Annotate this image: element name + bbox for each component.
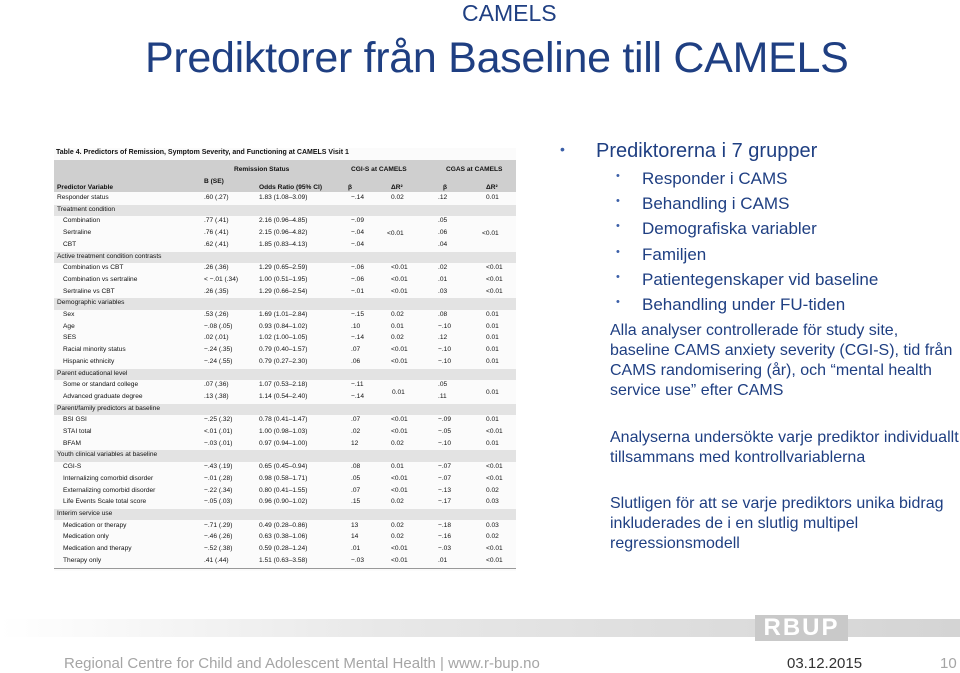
table-row bbox=[54, 345, 516, 357]
table-cell: −.09 bbox=[351, 217, 365, 225]
paragraph-controls: Alla analyser controllerade för study site, baseline CAMS anxiety severity (CGI-S), tid från CAMS randomisering (år), och “mental health service use” efter CAMS bbox=[610, 322, 953, 399]
table-cell: .13 (.38) bbox=[204, 392, 229, 400]
table-cell: −.25 (.32) bbox=[204, 416, 233, 424]
table-cell: −.06 bbox=[351, 275, 365, 283]
col-header-b-se: B (SE) bbox=[204, 178, 224, 185]
table-cell: 0.79 (0.27–2.30) bbox=[259, 357, 308, 365]
bullet-icon: • bbox=[616, 170, 620, 182]
table-cell: Age bbox=[63, 322, 75, 330]
table-cell: 0.02 bbox=[391, 334, 404, 342]
table-cell: .11 bbox=[438, 392, 447, 400]
table-cell: −.52 (.38) bbox=[204, 545, 233, 552]
table-cell: 0.78 (0.41–1.47) bbox=[259, 416, 308, 424]
table-cell: −.15 bbox=[351, 311, 365, 318]
table-cell: Advanced graduate degree bbox=[63, 392, 143, 400]
table-cell: 0.03 bbox=[486, 498, 499, 506]
table-cell: CBT bbox=[63, 240, 77, 248]
table-cell: Medication or therapy bbox=[63, 521, 127, 529]
table-cell: 0.01 bbox=[486, 334, 499, 342]
table-cell: 0.02 bbox=[391, 533, 404, 541]
table-cell: .06 bbox=[438, 229, 448, 237]
group-header-cgis: CGI-S at CAMELS bbox=[351, 166, 407, 173]
table-cell: .26 (.36) bbox=[204, 264, 229, 272]
table-cell: .02 bbox=[438, 264, 448, 272]
table-cell: 1.83 (1.08–3.09) bbox=[259, 194, 308, 201]
table-cell: Combination bbox=[63, 217, 101, 225]
table-cell: .62 (.41) bbox=[204, 240, 229, 248]
table-row bbox=[54, 357, 516, 369]
table-cell: 1.02 (1.00–1.05) bbox=[259, 334, 308, 342]
merged-cell-parent-ed-cgas: 0.01 bbox=[486, 389, 499, 396]
merged-cell-parent-ed-cgis: 0.01 bbox=[392, 389, 405, 396]
table-cell: 0.02 bbox=[391, 439, 404, 447]
table-cell: <0.01 bbox=[486, 264, 503, 272]
paragraph-analysis: Analyserna undersökte varje prediktor individuallt tillsammans med kontrollvariablerna bbox=[610, 429, 959, 466]
table-cell: 1.29 (0.66–2.54) bbox=[259, 287, 308, 295]
col-header-beta-cgis: β bbox=[348, 184, 353, 191]
table-cell: Parent educational level bbox=[57, 369, 128, 377]
table-cell: Demographic variables bbox=[57, 299, 125, 307]
table-cell: <0.01 bbox=[486, 463, 503, 471]
table-cell: −.10 bbox=[438, 357, 452, 365]
table-cell: 0.79 (0.40–1.57) bbox=[259, 346, 308, 354]
table-cell: 0.01 bbox=[486, 357, 499, 365]
table-row bbox=[54, 216, 516, 228]
table-cell: Youth clinical variables at baseline bbox=[57, 451, 158, 459]
slide-kicker: CAMELS bbox=[462, 0, 557, 26]
table-cell: <0.01 bbox=[391, 428, 408, 435]
merged-cell-treatment-cgis: <0.01 bbox=[387, 230, 404, 237]
table-cell: −.17 bbox=[438, 498, 452, 506]
table-cell: Racial minority status bbox=[63, 346, 126, 354]
table-cell: Active treatment condition contrasts bbox=[57, 252, 162, 260]
table-cell: .07 bbox=[351, 346, 361, 354]
sub-bullet-text: Behandling under FU-tiden bbox=[642, 295, 846, 314]
table-cell: Life Events Scale total score bbox=[63, 498, 147, 506]
table-section-row bbox=[54, 404, 516, 416]
bullet-icon: • bbox=[616, 296, 620, 308]
table-cell: .01 bbox=[351, 545, 361, 552]
bullet-icon: • bbox=[616, 246, 620, 258]
table-cell: .08 bbox=[351, 463, 361, 471]
table-row bbox=[54, 556, 516, 568]
table-cell: .06 bbox=[351, 357, 361, 365]
table-cell: <0.01 bbox=[486, 556, 503, 564]
table-cell: −.04 bbox=[351, 229, 365, 237]
table-header bbox=[54, 160, 516, 192]
table-cell: 0.01 bbox=[486, 346, 499, 354]
table-cell: −.06 bbox=[351, 264, 365, 272]
table-cell: 0.02 bbox=[391, 521, 404, 529]
table-cell: 0.01 bbox=[486, 194, 499, 201]
table-cell: <0.01 bbox=[391, 275, 408, 283]
table-cell: −.14 bbox=[351, 392, 365, 400]
table-cell: −.10 bbox=[438, 322, 452, 330]
table-cell: <0.01 bbox=[486, 287, 503, 295]
table-section-row bbox=[54, 450, 516, 462]
table-cell: 1.07 (0.53–2.18) bbox=[259, 381, 308, 389]
table-row bbox=[54, 486, 516, 498]
table-section-row bbox=[54, 369, 516, 381]
table-cell: Combination vs CBT bbox=[63, 264, 124, 272]
table-cell: BSI GSI bbox=[63, 416, 87, 424]
footer-organization: Regional Centre for Child and Adolescent Mental Health | www.r-bup.no bbox=[64, 655, 540, 672]
bullet-icon: • bbox=[560, 141, 565, 157]
col-header-predictor: Predictor Variable bbox=[57, 184, 114, 191]
table-cell: .02 (.01) bbox=[204, 334, 229, 342]
table-cell: 0.59 (0.28–1.24) bbox=[259, 545, 308, 552]
table-cell: 1.14 (0.54–2.40) bbox=[259, 392, 308, 400]
table-cell: −.11 bbox=[351, 381, 364, 389]
table-cell: 2.15 (0.96–4.82) bbox=[259, 229, 308, 237]
table-cell: Externalizing comorbid disorder bbox=[63, 486, 156, 494]
table-cell: −.14 bbox=[351, 334, 365, 342]
sub-bullet-text: Responder i CAMS bbox=[642, 169, 788, 188]
table-cell: <0.01 bbox=[391, 416, 408, 424]
group-header-remission: Remission Status bbox=[234, 166, 290, 173]
table-cell: Medication only bbox=[63, 533, 109, 541]
table-cell: −.03 bbox=[438, 545, 452, 552]
table-bottom-rule bbox=[54, 568, 516, 569]
table-cell: Some or standard college bbox=[63, 381, 139, 389]
table-row bbox=[54, 392, 516, 404]
table-row bbox=[54, 439, 516, 451]
bullet-icon: • bbox=[616, 220, 620, 232]
table-row bbox=[54, 240, 516, 252]
table-cell: <0.01 bbox=[391, 486, 408, 494]
col-header-r2-cgas: ΔR² bbox=[486, 184, 498, 191]
col-header-odds-ratio: Odds Ratio (95% CI) bbox=[259, 184, 323, 191]
table-cell: 0.01 bbox=[486, 322, 499, 330]
table-cell: Sertraline vs CBT bbox=[63, 287, 115, 295]
table-cell: .77 (.41) bbox=[204, 217, 229, 225]
table-cell: .41 (.44) bbox=[204, 556, 229, 564]
table-cell: .08 bbox=[438, 311, 448, 318]
table-cell: −.24 (.55) bbox=[204, 357, 233, 365]
table-cell: 0.02 bbox=[486, 486, 499, 494]
table-cell: 1.00 (0.98–1.03) bbox=[259, 428, 308, 435]
table-cell: Parent/family predictors at baseline bbox=[57, 404, 160, 412]
merged-cell-treatment-cgas: <0.01 bbox=[482, 230, 499, 237]
table-row bbox=[54, 263, 516, 275]
table-cell: .07 bbox=[351, 486, 361, 494]
page-number: 10 bbox=[940, 655, 957, 672]
table-cell: .05 bbox=[438, 381, 448, 389]
table-cell: 0.96 (0.90–1.02) bbox=[259, 498, 308, 506]
table-row bbox=[54, 532, 516, 544]
group-header-cgas: CGAS at CAMELS bbox=[446, 166, 503, 173]
table-row bbox=[54, 380, 516, 392]
table-cell: 2.16 (0.96–4.85) bbox=[259, 217, 308, 225]
footer-date: 03.12.2015 bbox=[787, 655, 863, 672]
slide-title: Prediktorer från Baseline till CAMELS bbox=[145, 34, 849, 82]
table-cell: −.71 (.29) bbox=[204, 521, 233, 529]
table-cell: Therapy only bbox=[63, 556, 102, 564]
table-cell: .07 bbox=[351, 416, 361, 424]
table-cell: 1.51 (0.63–3.58) bbox=[259, 556, 308, 564]
table-cell: −.22 (.34) bbox=[204, 486, 233, 494]
table-cell: 0.01 bbox=[486, 416, 499, 424]
table-cell: 0.01 bbox=[391, 463, 404, 471]
table-row bbox=[54, 333, 516, 345]
sub-bullet-text: Patientegenskaper vid baseline bbox=[642, 270, 879, 289]
table-cell: −.13 bbox=[438, 486, 452, 494]
table-cell: Sex bbox=[63, 311, 75, 318]
table-row bbox=[54, 193, 516, 205]
table-row bbox=[54, 228, 516, 240]
table-cell: .01 bbox=[438, 275, 448, 283]
table-cell: −.18 bbox=[438, 521, 452, 529]
table-cell: −.07 bbox=[438, 474, 452, 482]
table-cell: .02 bbox=[351, 428, 361, 435]
table-cell: −.46 (.26) bbox=[204, 533, 233, 541]
table-row bbox=[54, 322, 516, 334]
table-cell: <0.01 bbox=[486, 428, 503, 435]
table-cell: .05 bbox=[438, 217, 448, 225]
table-cell: .60 (.27) bbox=[204, 194, 229, 201]
table-row bbox=[54, 462, 516, 474]
table-cell: −.10 bbox=[438, 346, 452, 354]
table-cell: .15 bbox=[351, 498, 361, 506]
table-cell: .03 bbox=[438, 287, 448, 295]
predictor-table bbox=[54, 148, 516, 571]
table-cell: −.03 bbox=[351, 556, 365, 564]
col-header-r2-cgis: ΔR² bbox=[391, 184, 403, 191]
table-cell: −.03 (.01) bbox=[204, 439, 233, 447]
table-cell: 1.00 (0.51–1.95) bbox=[259, 275, 308, 283]
table-cell: −.43 (.19) bbox=[204, 463, 233, 471]
table-section-row bbox=[54, 252, 516, 264]
table-cell: 1.69 (1.01–2.84) bbox=[259, 311, 308, 318]
table-cell: Treatment condition bbox=[57, 205, 116, 213]
table-row bbox=[54, 497, 516, 509]
table-cell: 0.63 (0.38–1.06) bbox=[259, 533, 308, 541]
table-cell: Combination vs sertraline bbox=[63, 275, 138, 283]
table-cell: 13 bbox=[351, 521, 359, 529]
table-cell: −.09 bbox=[438, 416, 452, 424]
table-cell: −.08 (.05) bbox=[204, 322, 233, 330]
sub-bullet-text: Demografiska variabler bbox=[642, 219, 817, 238]
col-header-beta-cgas: β bbox=[443, 184, 448, 191]
table-cell: <0.01 bbox=[391, 346, 408, 354]
main-bullet-text: Prediktorerna i 7 grupper bbox=[596, 140, 818, 162]
table-cell: 0.97 (0.94–1.00) bbox=[259, 439, 308, 447]
table-cell: .04 bbox=[438, 240, 448, 248]
table-row bbox=[54, 521, 516, 533]
table-cell: Medication and therapy bbox=[63, 545, 132, 552]
table-cell: 0.03 bbox=[486, 521, 499, 529]
table-cell: 0.02 bbox=[391, 498, 404, 506]
bullet-icon: • bbox=[616, 195, 620, 207]
table-cell: 0.65 (0.45–0.94) bbox=[259, 463, 308, 471]
table-section-row bbox=[54, 509, 516, 521]
table-cell: −.05 bbox=[438, 428, 452, 435]
table-row bbox=[54, 287, 516, 299]
table-row bbox=[54, 427, 516, 439]
table-cell: 0.98 (0.58–1.71) bbox=[259, 474, 308, 482]
table-cell: 1.29 (0.65–2.59) bbox=[259, 264, 308, 272]
table-cell: −.01 (.28) bbox=[204, 474, 233, 482]
table-cell: 12 bbox=[351, 439, 359, 447]
table-row bbox=[54, 310, 516, 322]
table-cell: −.04 bbox=[351, 240, 365, 248]
table-row bbox=[54, 275, 516, 287]
table-cell: .05 bbox=[351, 474, 361, 482]
table-cell: 0.02 bbox=[486, 533, 499, 541]
bullet-icon: • bbox=[616, 271, 620, 283]
table-cell: CGI-S bbox=[63, 463, 82, 471]
table-cell: <0.01 bbox=[391, 264, 408, 272]
table-cell: 1.85 (0.83–4.13) bbox=[259, 240, 308, 248]
table-cell: Internalizing comorbid disorder bbox=[63, 474, 154, 482]
table-cell: Interim service use bbox=[57, 509, 113, 517]
table-cell: .12 bbox=[438, 334, 448, 342]
table-cell: 0.01 bbox=[486, 311, 499, 318]
table-cell: BFAM bbox=[63, 439, 81, 447]
table-cell: .01 bbox=[438, 556, 448, 564]
table-cell: −.05 (.03) bbox=[204, 498, 233, 506]
table-cell: −.01 bbox=[351, 287, 365, 295]
paragraph-final-model: Slutligen för att se varje prediktors unika bidrag inkluderades de i en slutlig multipel regressionsmodell bbox=[610, 495, 944, 552]
table-cell: <0.01 bbox=[391, 474, 408, 482]
table-row bbox=[54, 415, 516, 427]
table-cell: .76 (.41) bbox=[204, 229, 229, 237]
table-cell: <0.01 bbox=[486, 545, 503, 552]
table-cell: 0.93 (0.84–1.02) bbox=[259, 322, 308, 330]
table-caption: Table 4. Predictors of Remission, Symptom Severity, and Functioning at CAMELS Visit 1 bbox=[56, 149, 349, 156]
table-cell: <0.01 bbox=[391, 287, 408, 295]
table-cell: <0.01 bbox=[391, 357, 408, 365]
table-cell: Responder status bbox=[57, 194, 109, 201]
table-cell: SES bbox=[63, 334, 77, 342]
table-cell: <0.01 bbox=[391, 545, 408, 552]
table-cell: .12 bbox=[438, 194, 448, 201]
sub-bullet-text: Familjen bbox=[642, 245, 707, 264]
table-cell: 0.01 bbox=[486, 439, 499, 447]
table-cell: −.14 bbox=[351, 194, 365, 201]
table-cell: 0.80 (0.41–1.55) bbox=[259, 486, 308, 494]
table-cell: .26 (.35) bbox=[204, 287, 229, 295]
table-row bbox=[54, 474, 516, 486]
table-cell: STAI total bbox=[63, 428, 92, 435]
table-cell: −.07 bbox=[438, 463, 452, 471]
table-section-row bbox=[54, 298, 516, 310]
table-cell: −.10 bbox=[438, 439, 452, 447]
table-cell: .53 (.26) bbox=[204, 311, 229, 318]
table-cell: < −.01 (.34) bbox=[204, 275, 239, 283]
table-cell: <0.01 bbox=[391, 556, 408, 564]
rbup-logo: RBUP bbox=[755, 615, 848, 641]
table-cell: <.01 (.01) bbox=[204, 428, 233, 435]
table-row bbox=[54, 544, 516, 556]
table-cell: <0.01 bbox=[486, 275, 503, 283]
table-cell: 0.02 bbox=[391, 311, 404, 318]
table-cell: 14 bbox=[351, 533, 359, 541]
table-cell: .10 bbox=[351, 322, 361, 330]
table-cell: 0.01 bbox=[391, 322, 404, 330]
table-cell: 0.02 bbox=[391, 194, 404, 201]
table-cell: −.24 (.35) bbox=[204, 346, 233, 354]
sub-bullet-text: Behandling i CAMS bbox=[642, 194, 790, 213]
table-section-row bbox=[54, 205, 516, 217]
table-cell: 0.49 (0.28–0.86) bbox=[259, 521, 308, 529]
table-cell: .07 (.36) bbox=[204, 381, 229, 389]
table-cell: <0.01 bbox=[486, 474, 503, 482]
table-cell: Hispanic ethnicity bbox=[63, 357, 115, 365]
table-cell: −.16 bbox=[438, 533, 452, 541]
table-cell: Sertraline bbox=[63, 229, 92, 237]
